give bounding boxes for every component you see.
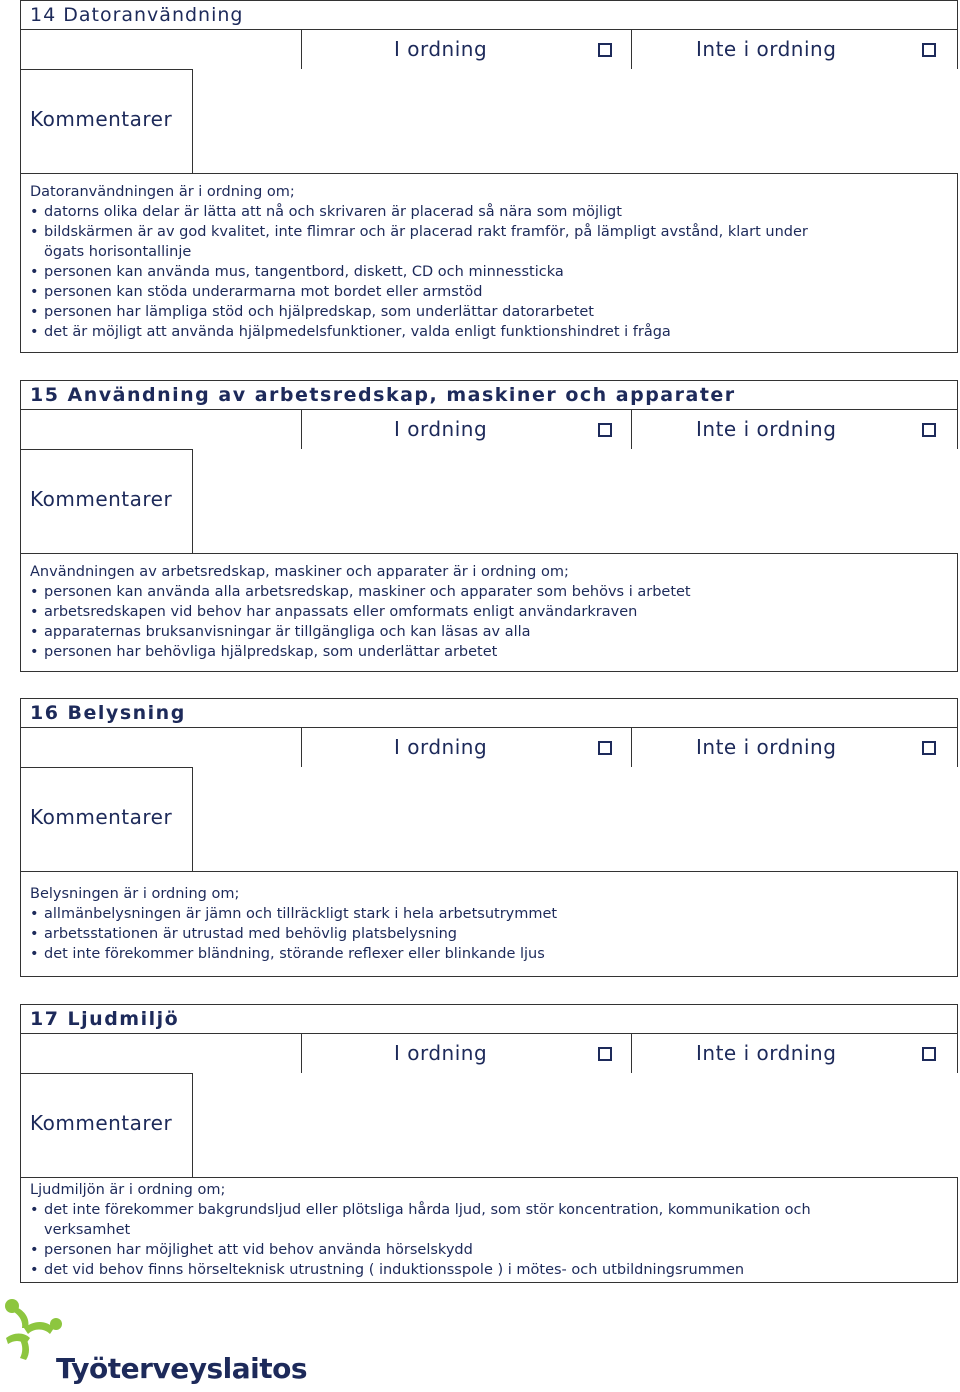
criteria-item: • apparaternas bruksanvisningar är tillgängliga och kan läsas av alla xyxy=(30,622,930,642)
criteria-item: • bildskärmen är av god kvalitet, inte flimrar och är placerad rakt framför, på lämpligt avstånd, klart under ögats horisontallinje xyxy=(30,222,824,262)
comment-field[interactable] xyxy=(192,69,958,173)
status-row xyxy=(20,409,958,449)
status-row xyxy=(20,727,958,767)
divider xyxy=(20,173,958,174)
criteria-item: • arbetsstationen är utrustad med behövlig platsbelysning xyxy=(30,924,930,944)
status-ok-cell xyxy=(302,727,632,767)
status-not-ok-label: Inte i ordning xyxy=(696,735,837,759)
criteria-intro: Ljudmiljön är i ordning om; xyxy=(30,1182,226,1198)
comment-label: Kommentarer xyxy=(30,805,173,829)
status-not-ok-cell xyxy=(632,727,958,767)
status-not-ok-checkbox[interactable] xyxy=(922,43,936,57)
section-title: 15 Användning av arbetsredskap, maskiner och apparater xyxy=(30,384,736,406)
status-ok-checkbox[interactable] xyxy=(598,43,612,57)
criteria-item: • personen har lämpliga stöd och hjälpredskap, som underlättar datorarbetet xyxy=(30,302,930,322)
section-title: 14 Datoranvändning xyxy=(30,4,244,26)
status-ok-checkbox[interactable] xyxy=(598,1047,612,1061)
status-not-ok-cell xyxy=(632,409,958,449)
comment-label: Kommentarer xyxy=(30,487,173,511)
criteria-item: • det vid behov finns hörselteknisk utrustning ( induktionsspole ) i mötes- och utbildningsrummen xyxy=(30,1260,900,1280)
status-ok-label: I ordning xyxy=(394,417,488,441)
criteria-item: • det är möjligt att använda hjälpmedelsfunktioner, valda enligt funktionshindret i fråga xyxy=(30,322,930,342)
status-not-ok-cell xyxy=(632,29,958,69)
status-ok-checkbox[interactable] xyxy=(598,741,612,755)
section-title: 17 Ljudmiljö xyxy=(30,1008,180,1030)
divider xyxy=(20,1177,958,1178)
criteria-intro: Belysningen är i ordning om; xyxy=(30,886,240,902)
status-row xyxy=(20,29,958,69)
criteria-list xyxy=(30,562,930,662)
criteria-list xyxy=(30,884,930,964)
status-not-ok-checkbox[interactable] xyxy=(922,423,936,437)
status-ok-checkbox[interactable] xyxy=(598,423,612,437)
criteria-item: • personen kan använda mus, tangentbord, diskett, CD och minnessticka xyxy=(30,262,930,282)
comment-row xyxy=(20,767,958,871)
criteria-item: • det inte förekommer bakgrundsljud eller plötsliga hårda ljud, som stör koncentration, kommunikation och verksamhet xyxy=(30,1200,900,1240)
criteria-intro: Användningen av arbetsredskap, maskiner och apparater är i ordning om; xyxy=(30,564,569,580)
criteria-intro: Datoranvändningen är i ordning om; xyxy=(30,184,295,200)
criteria-item: • datorns olika delar är lätta att nå och skrivaren är placerad så nära som möjligt xyxy=(30,202,930,222)
comment-field[interactable] xyxy=(192,449,958,553)
status-ok-label: I ordning xyxy=(394,37,488,61)
comment-label: Kommentarer xyxy=(30,1111,173,1135)
logo-leaf-icon xyxy=(4,1298,64,1364)
section-title: 16 Belysning xyxy=(30,702,186,724)
divider xyxy=(20,553,958,554)
comment-row xyxy=(20,449,958,553)
criteria-item: • personen kan använda alla arbetsredskap, maskiner och apparater som behövs i arbetet xyxy=(30,582,930,602)
status-row xyxy=(20,1033,958,1073)
divider xyxy=(20,871,958,872)
comment-label: Kommentarer xyxy=(30,107,173,131)
status-not-ok-cell xyxy=(632,1033,958,1073)
comment-row xyxy=(20,69,958,173)
status-ok-label: I ordning xyxy=(394,735,488,759)
status-not-ok-checkbox[interactable] xyxy=(922,1047,936,1061)
status-not-ok-label: Inte i ordning xyxy=(696,1041,837,1065)
logo-text: Työterveyslaitos xyxy=(56,1352,307,1385)
criteria-item: • allmänbelysningen är jämn och tillräckligt stark i hela arbetsutrymmet xyxy=(30,904,930,924)
comment-field[interactable] xyxy=(192,767,958,871)
status-ok-cell xyxy=(302,409,632,449)
status-blank xyxy=(20,727,302,767)
status-ok-cell xyxy=(302,29,632,69)
criteria-item: • personen har behövliga hjälpredskap, som underlättar arbetet xyxy=(30,642,930,662)
status-not-ok-label: Inte i ordning xyxy=(696,37,837,61)
criteria-item: • det inte förekommer bländning, störande reflexer eller blinkande ljus xyxy=(30,944,930,964)
status-blank xyxy=(20,29,302,69)
criteria-list xyxy=(30,182,930,342)
status-ok-label: I ordning xyxy=(394,1041,488,1065)
logo-mark xyxy=(4,1298,64,1368)
criteria-item: • personen kan stöda underarmarna mot bordet eller armstöd xyxy=(30,282,930,302)
status-blank xyxy=(20,409,302,449)
criteria-list xyxy=(30,1180,900,1280)
status-ok-cell xyxy=(302,1033,632,1073)
status-not-ok-checkbox[interactable] xyxy=(922,741,936,755)
comment-row xyxy=(20,1073,958,1177)
criteria-item: • personen har möjlighet att vid behov använda hörselskydd xyxy=(30,1240,900,1260)
status-not-ok-label: Inte i ordning xyxy=(696,417,837,441)
criteria-item: • arbetsredskapen vid behov har anpassats eller omformats enligt användarkraven xyxy=(30,602,930,622)
comment-field[interactable] xyxy=(192,1073,958,1177)
status-blank xyxy=(20,1033,302,1073)
